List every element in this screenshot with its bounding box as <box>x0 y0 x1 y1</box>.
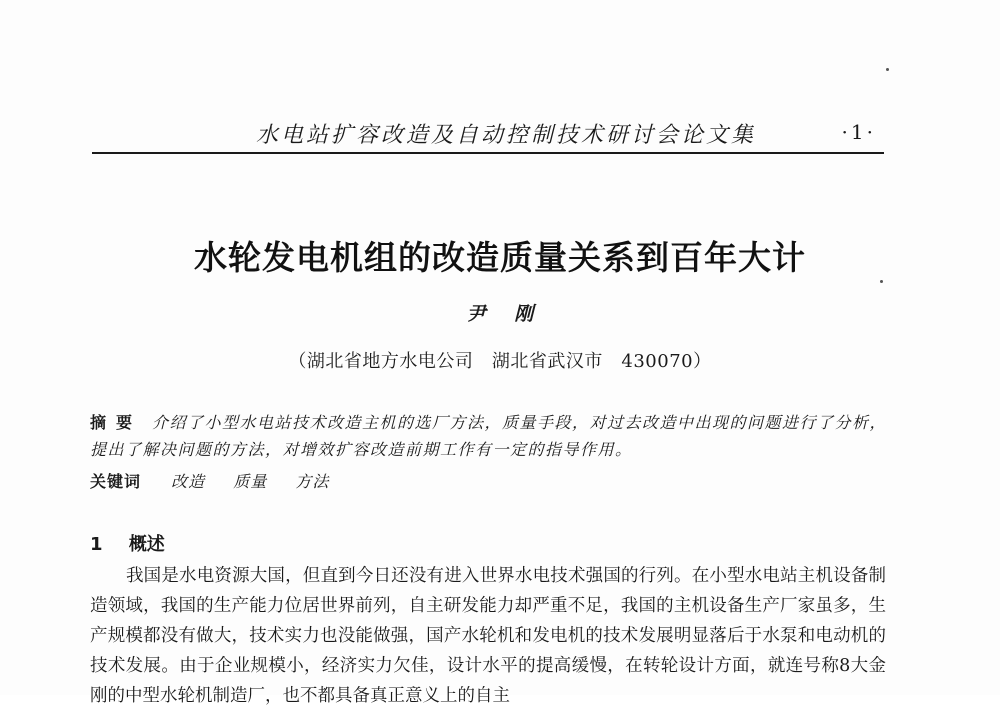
author-affiliation: （湖北省地方水电公司 湖北省武汉市 430070） <box>288 351 712 372</box>
section-heading <box>90 530 165 556</box>
section-number: 1 <box>90 534 103 555</box>
page-number: ·1· <box>841 120 876 144</box>
scan-speck <box>886 68 889 71</box>
author-name: 尹 刚 <box>466 303 534 325</box>
abstract <box>90 409 888 463</box>
running-header <box>92 118 884 154</box>
section-title: 概述 <box>128 534 165 555</box>
keyword-item: 质量 <box>233 472 268 491</box>
scan-speck <box>880 280 883 283</box>
body-paragraph: 我国是水电资源大国，但直到今日还没有进入世界水电技术强国的行列。在小型水电站主机设备制造领域，我国的生产能力位居世界前列，自主研发能力却严重不足，我国的主机设备生产厂家虽多，生产规模都没有做大，技术实力也没能做强，国产水轮机和发电机的技术发展明显落后于水泵和电动机的技术发展。由于企业规模小，经济实力欠佳，设计水平的提高缓慢，在转轮设计方面，就连号称8大金刚的中型水轮机制造厂，也不都具备真正意义上的自主 <box>90 566 886 706</box>
abstract-label: 摘要 <box>90 413 143 432</box>
paper-title: 水轮发电机组的改造质量关系到百年大计 <box>194 238 806 277</box>
keyword-item: 方法 <box>295 472 330 491</box>
keyword-item: 改造 <box>171 472 206 491</box>
keywords-label: 关键词 <box>90 472 142 491</box>
journal-title: 水电站扩容改造及自动控制技术研讨会论文集 <box>256 123 757 148</box>
keywords <box>90 468 351 495</box>
abstract-text: 介绍了小型水电站技术改造主机的选厂方法，质量手段，对过去改造中出现的问题进行了分析，提出了解决问题的方法，对增效扩容改造前期工作有一定的指导作用。 <box>90 413 888 459</box>
